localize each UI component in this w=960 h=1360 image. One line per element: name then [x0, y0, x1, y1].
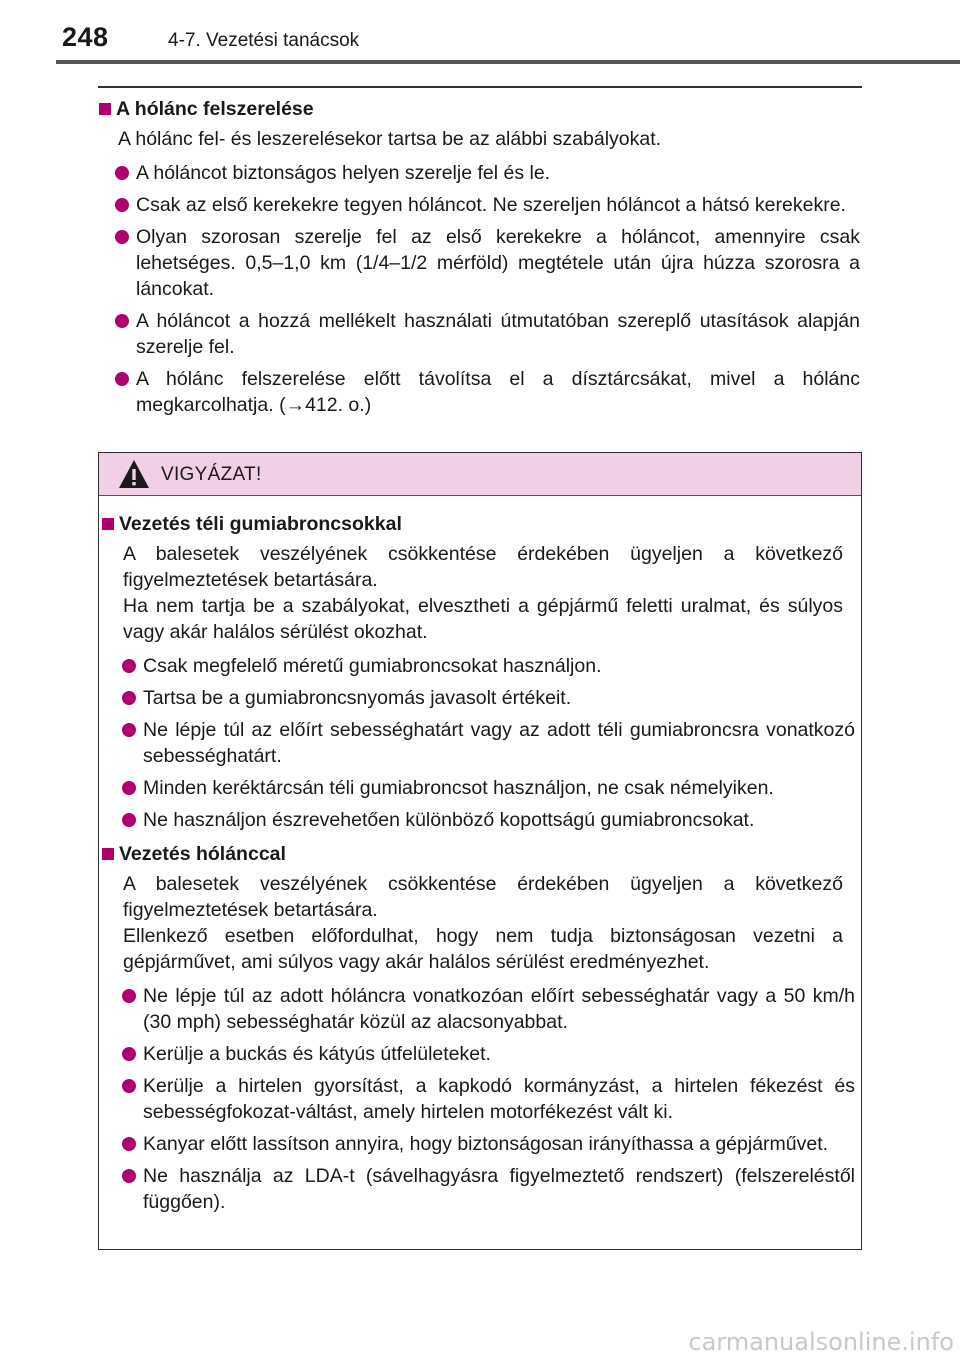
square-bullet-icon: [99, 103, 111, 115]
page-number: 248: [62, 22, 109, 52]
list-item-text: Kerülje a hirtelen gyorsítást, a kapkodó kormányzást, a hirtelen fékezést és sebességfokozat-váltást, amely hirtelen motorfékezést vált ki.: [143, 1075, 855, 1123]
list-item: [99, 1041, 861, 1067]
content-rule: [98, 86, 862, 88]
warning-box: [98, 452, 862, 1250]
list-item-text: A hólánc felszerelése előtt távolítsa el a dísztárcsákat, mivel a hólánc megkarcolhatja. (→412. o.): [136, 368, 860, 416]
round-bullet-icon: [122, 989, 136, 1003]
list-item-text: A hóláncot biztonságos helyen szerelje fel és le.: [136, 162, 551, 184]
winter-tires-heading: [101, 511, 861, 537]
paragraph: Ellenkező esetben előfordulhat, hogy nem tudja biztonságosan vezetni a gépjárművet, ami súlyos vagy akár halálos sérülést eredményezhet.: [123, 925, 843, 973]
list-item-text: Kerülje a buckás és kátyús útfelületeket.: [143, 1043, 491, 1065]
round-bullet-icon: [122, 781, 136, 795]
round-bullet-icon: [122, 813, 136, 827]
list-item: [99, 717, 861, 769]
list-item-text: Csak az első kerekekre tegyen hóláncot. Ne szereljen hóláncot a hátsó kerekekre.: [136, 194, 846, 216]
list-item-text: Ne lépje túl az előírt sebességhatárt vagy az adott téli gumiabroncsra vonatkozó sebességhatárt.: [143, 719, 855, 767]
paragraph: Ha nem tartja be a szabályokat, elvesztheti a gépjármű feletti uralmat, és súlyos vagy akár halálos sérülést okozhat.: [123, 595, 843, 643]
list-item: [99, 685, 861, 711]
list-item-text: Kanyar előtt lassítson annyira, hogy biztonságosan irányíthassa a gépjárművet.: [143, 1133, 829, 1155]
round-bullet-icon: [122, 659, 136, 673]
list-item: [99, 775, 861, 801]
warning-triangle-icon: [117, 458, 151, 490]
round-bullet-icon: [122, 1137, 136, 1151]
round-bullet-icon: [122, 1169, 136, 1183]
section-title: 4-7. Vezetési tanácsok: [168, 30, 360, 51]
round-bullet-icon: [122, 1047, 136, 1061]
round-bullet-icon: [115, 166, 129, 180]
list-item-text: Ne használjon észrevehetően különböző kopottságú gumiabroncsokat.: [143, 809, 755, 831]
heading-text: Vezetés téli gumiabroncsokkal: [119, 513, 402, 535]
list-item: [98, 308, 862, 360]
warning-title: VIGYÁZAT!: [161, 464, 262, 485]
snow-chain-section: [98, 96, 862, 418]
snow-chain-driving-heading: [101, 841, 861, 867]
square-bullet-icon: [102, 848, 114, 860]
list-item-text: Minden keréktárcsán téli gumiabroncsot használjon, ne csak némelyiken.: [143, 777, 774, 799]
paragraph: A balesetek veszélyének csökkentése érdekében ügyeljen a következő figyelmeztetések betartására.: [123, 543, 843, 591]
snow-chain-intro: A hólánc fel- és leszerelésekor tartsa be az alábbi szabályokat.: [118, 128, 662, 150]
round-bullet-icon: [122, 691, 136, 705]
round-bullet-icon: [115, 230, 129, 244]
list-item: [98, 366, 862, 418]
list-item-text: Ne használja az LDA-t (sávelhagyásra figyelmeztető rendszert) (felszereléstől függően).: [143, 1165, 855, 1213]
heading-text: A hólánc felszerelése: [116, 98, 314, 120]
round-bullet-icon: [115, 314, 129, 328]
watermark: carmanualsonline.info: [688, 1328, 954, 1356]
paragraph: A balesetek veszélyének csökkentése érdekében ügyeljen a következő figyelmeztetések betartására.: [123, 873, 843, 921]
list-item: [99, 653, 861, 679]
list-item-text: Csak megfelelő méretű gumiabroncsokat használjon.: [143, 655, 602, 677]
list-item-text: A hóláncot a hozzá mellékelt használati útmutatóban szereplő utasítások alapján szerelje fel.: [136, 310, 860, 358]
page-header: [0, 0, 960, 60]
list-item: [99, 983, 861, 1035]
round-bullet-icon: [122, 723, 136, 737]
list-item-text: Olyan szorosan szerelje fel az első kerekekre a hóláncot, amennyire csak lehetséges. 0,5–1,0 km (1/4–1/2 mérföld) megtétele után újra húzza szorosra a láncokat.: [136, 226, 860, 300]
snow-chain-heading: [98, 96, 862, 122]
list-item: [99, 807, 861, 833]
list-item: [99, 1163, 861, 1215]
list-item: [99, 1131, 861, 1157]
square-bullet-icon: [102, 518, 114, 530]
round-bullet-icon: [122, 1079, 136, 1093]
list-item: [98, 224, 862, 302]
heading-text: Vezetés hólánccal: [119, 843, 286, 865]
list-item: [98, 160, 862, 186]
header-rule: [56, 60, 960, 64]
round-bullet-icon: [115, 372, 129, 386]
round-bullet-icon: [115, 198, 129, 212]
list-item-text: Tartsa be a gumiabroncsnyomás javasolt értékeit.: [143, 687, 572, 709]
warning-header: [99, 453, 861, 496]
list-item: [99, 1073, 861, 1125]
warning-body: [99, 511, 861, 1215]
list-item-text: Ne lépje túl az adott hóláncra vonatkozóan előírt sebességhatár vagy a 50 km/h (30 mph) sebességhatár közül az alacsonyabbat.: [143, 985, 855, 1033]
list-item: [98, 192, 862, 218]
